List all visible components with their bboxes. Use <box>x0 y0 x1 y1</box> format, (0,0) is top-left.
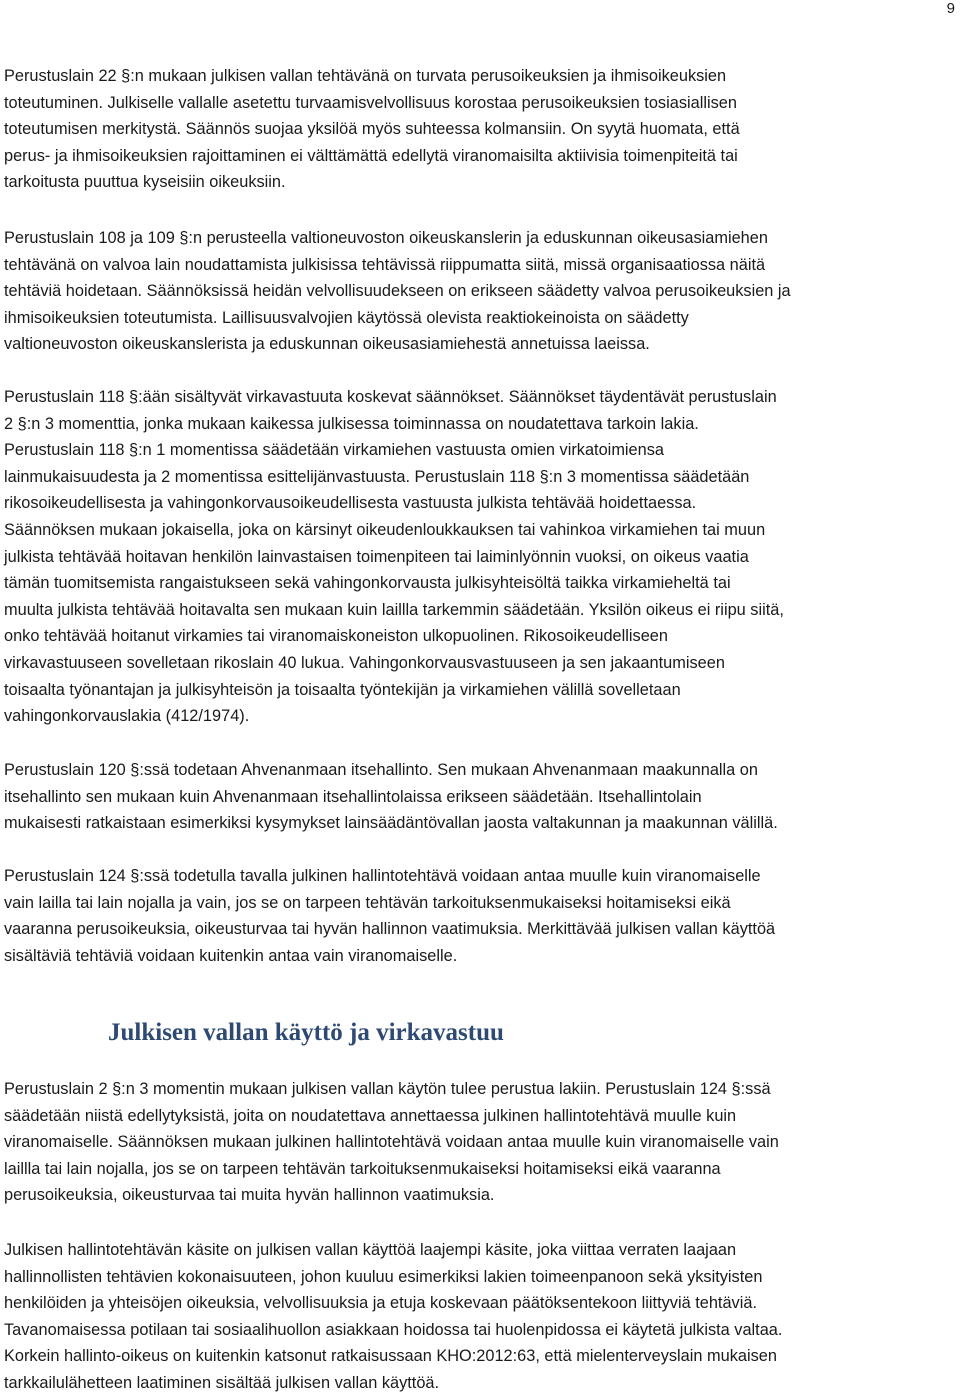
text-line: lainmukaisuudesta ja 2 momentissa esittelijänvastuusta. Perustuslain 118 §:n 3 momentissa säädetään <box>4 467 750 486</box>
paragraph-5 <box>4 863 959 969</box>
text-line: valtioneuvoston oikeuskanslerista ja eduskunnan oikeusasiamiehestä annetuissa laeissa. <box>4 335 650 354</box>
text-line: vaaranna perusoikeuksia, oikeusturvaa tai hyvän hallinnon vaatimuksia. Merkittävää julkisen vallan käyttöä <box>4 920 776 939</box>
text-line: itsehallinto sen mukaan kuin Ahvenanmaan itsehallintolaissa erikseen säädetään. Itsehallintolain <box>4 787 702 806</box>
paragraph-6 <box>4 1076 959 1209</box>
text-line: tämän tuomitsemista rangaistukseen sekä vahingonkorvausta julkisyhteisöltä taikka virkamieheltä tai <box>4 574 731 593</box>
text-line: Perustuslain 108 ja 109 §:n perusteella valtioneuvoston oikeuskanslerin ja eduskunnan oikeusasiamiehen <box>4 229 768 247</box>
text-line: viranomaiselle. Säännöksen mukaan julkinen hallintotehtävä voidaan antaa muulle kuin viranomaiselle vain <box>4 1133 779 1152</box>
paragraph-1 <box>4 63 959 196</box>
text-line: hallinnollisten tehtävien kokonaisuuteen, johon kuuluu esimerkiksi lakien toimeenpanoon sekä yksityisten <box>4 1267 763 1286</box>
paragraph-3 <box>4 384 959 730</box>
text-line: Perustuslain 22 §:n mukaan julkisen vallan tehtävänä on turvata perusoikeuksien ja ihmisoikeuksien <box>4 67 727 85</box>
text-line: Korkein hallinto-oikeus on kuitenkin katsonut ratkaisussaan KHO:2012:63, että mielenterveyslain mukaisen <box>4 1347 777 1366</box>
text-line: tehtävänä on valvoa lain noudattamista julkisissa tehtävissä riippumatta siitä, missä organisaatiossa näitä <box>4 255 766 274</box>
text-line: 2 §:n 3 momenttia, jonka mukaan kaikessa julkisessa toiminnassa on noudatettava tarkoin lakia. <box>4 414 699 433</box>
text-line: ihmisoikeuksien toteutumista. Laillisuusvalvojien käytössä olevista reaktiokeinoista on säädetty <box>4 308 689 327</box>
text-line: Julkisen hallintotehtävän käsite on julkisen vallan käyttöä laajempi käsite, joka viittaa verraten laajaan <box>4 1241 737 1259</box>
page-number: 9 <box>946 0 955 17</box>
paragraph-4 <box>4 757 959 837</box>
text-line: Perustuslain 120 §:ssä todetaan Ahvenanmaan itsehallinto. Sen mukaan Ahvenanmaan maakunnalla on <box>4 761 758 779</box>
text-line: virkavastuuseen sovelletaan rikoslain 40 lukua. Vahingonkorvausvastuuseen ja sen jakaantumiseen <box>4 653 725 672</box>
text-line: Säännöksen mukaan jokaisella, joka on kärsinyt oikeudenloukkauksen tai vahinkoa virkamiehen tai muun <box>4 520 766 539</box>
text-line: rikosoikeudellisesta ja vahingonkorvausoikeudellisesta vastuusta julkista tehtävää hoidettaessa. <box>4 494 697 513</box>
text-line: mukaisesti ratkaistaan esimerkiksi kysymykset lainsäädäntövallan jaosta valtakunnan ja maakunnan välillä. <box>4 814 778 833</box>
text-line: Tavanomaisessa potilaan tai sosiaalihuollon asiakkaan hoidossa tai huolenpidossa ei käytetä julkista valtaa. <box>4 1320 783 1339</box>
text-line: toteutumisen merkitystä. Säännös suojaa yksilöä myös suhteessa kolmansiin. On syytä huomata, että <box>4 120 740 139</box>
text-line: Perustuslain 118 §:n 1 momentissa säädetään virkamiehen vastuusta omien virkatoimiensa <box>4 441 664 460</box>
paragraph-2 <box>4 225 959 358</box>
paragraph-7 <box>4 1237 959 1397</box>
text-line: säädetään niistä edellytyksistä, joita on noudatettava annettaessa julkinen hallintotehtävä muulle kuin <box>4 1106 737 1125</box>
section-heading: Julkisen vallan käyttö ja virkavastuu <box>108 1019 504 1046</box>
text-line: toisaalta työnantajan ja julkisyhteisön ja toisaalta työntekijän ja virkamiehen välillä sovelletaan <box>4 680 681 699</box>
text-line: laillla tai lain nojalla, jos se on tarpeen tehtävän tarkoituksenmukaiseksi hoitamiseksi eikä vaaranna <box>4 1159 721 1178</box>
text-line: toteutuminen. Julkiselle vallalle asetettu turvaamisvelvollisuus korostaa perusoikeuksien tosiasiallisen <box>4 93 737 112</box>
text-line: muulta julkista tehtävää hoitavalta sen mukaan kuin laillla tarkemmin säädetään. Yksilön oikeus ei riipu siitä, <box>4 600 784 619</box>
text-line: tehtäviä hoidetaan. Säännöksissä heidän velvollisuudekseen on erikseen säädetty valvoa perusoikeuksien ja <box>4 282 791 301</box>
text-line: tarkoitusta puuttua kyseisiin oikeuksiin. <box>4 173 286 192</box>
text-line: onko tehtävää hoitanut virkamies tai viranomaiskoneiston ulkopuolinen. Rikosoikeudelliseen <box>4 627 668 646</box>
text-line: julkista tehtävää hoitavan henkilön lainvastaisen toimenpiteen tai laiminlyönnin vuoksi, on oikeus vaatia <box>4 547 749 566</box>
text-line: Perustuslain 124 §:ssä todetulla tavalla julkinen hallintotehtävä voidaan antaa muulle kuin viranomaiselle <box>4 867 761 885</box>
text-line: perusoikeuksia, oikeusturvaa tai muita hyvän hallinnon vaatimuksia. <box>4 1186 495 1205</box>
text-line: vahingonkorvauslakia (412/1974). <box>4 707 250 726</box>
text-line: vain lailla tai lain nojalla ja vain, jos se on tarpeen tehtävän tarkoituksenmukaiseksi hoitamiseksi eikä <box>4 893 731 912</box>
text-line: sisältäviä tehtäviä voidaan kuitenkin antaa vain viranomaiselle. <box>4 946 458 965</box>
text-line: tarkkailulähetteen laatiminen sisältää julkisen vallan käyttöä. <box>4 1373 440 1392</box>
text-line: Perustuslain 2 §:n 3 momentin mukaan julkisen vallan käytön tulee perustua lakiin. Perustuslain 124 §:ssä <box>4 1080 771 1098</box>
text-line: Perustuslain 118 §:ään sisältyvät virkavastuuta koskevat säännökset. Säännökset täydentävät perustuslain <box>4 388 777 406</box>
text-line: henkilöiden ja yhteisöjen oikeuksia, velvollisuuksia ja etuja koskevaan päätöksentekoon liittyviä tehtäviä. <box>4 1294 758 1313</box>
text-line: perus- ja ihmisoikeuksien rajoittaminen ei välttämättä edellytä viranomaisilta aktiivisia toimenpiteitä tai <box>4 146 738 165</box>
